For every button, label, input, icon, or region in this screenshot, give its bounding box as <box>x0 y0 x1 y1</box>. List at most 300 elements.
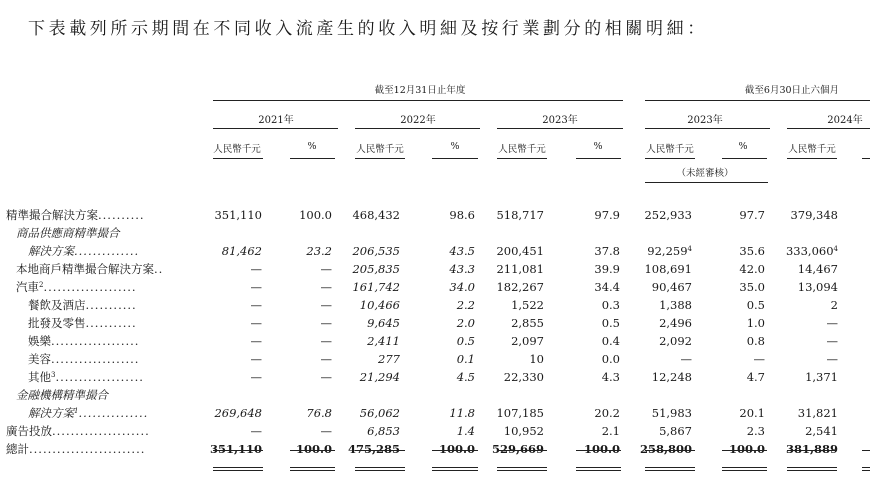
cell-value: 76.8 <box>306 406 332 420</box>
table-cell <box>182 296 262 314</box>
group-header-full-year: 截至12月31日止年度 <box>374 85 466 96</box>
cell-value: — <box>753 352 765 366</box>
leader-dots: ......................... <box>29 442 146 456</box>
cell-value: — <box>250 262 262 276</box>
row-label <box>28 404 148 422</box>
cell-value: 2.2 <box>456 298 475 312</box>
cell-value: 2.3 <box>746 424 765 438</box>
total-double-rule <box>576 467 621 471</box>
cell-value: 10,952 <box>503 424 544 438</box>
cell-value: 0.3 <box>601 298 620 312</box>
table-cell <box>685 422 765 440</box>
total-rule-top <box>862 450 870 451</box>
unit-rule <box>722 158 767 159</box>
table-cell <box>685 242 765 260</box>
cell-value: 81,462 <box>221 244 262 258</box>
cell-value: 35.6 <box>739 244 765 258</box>
cell-value: 4.5 <box>456 370 475 384</box>
cell-value: 2,541 <box>805 424 838 438</box>
year-rule <box>213 128 338 129</box>
table-cell <box>182 242 262 260</box>
cell-value: — <box>250 370 262 384</box>
cell-value: — <box>320 424 332 438</box>
unit-rmb: 人民幣千元 <box>213 144 261 155</box>
cell-value: 475,285 <box>347 442 400 456</box>
cell-value: 468,432 <box>352 208 400 222</box>
table-cell <box>758 206 838 224</box>
table-cell <box>540 332 620 350</box>
table-cell <box>464 332 544 350</box>
table-cell <box>612 368 692 386</box>
leader-dots: .................... <box>43 280 137 294</box>
unit-rmb: 人民幣千元 <box>788 144 836 155</box>
cell-value: 351,110 <box>214 208 262 222</box>
cell-value: 351,110 <box>209 442 262 456</box>
cell-value: 100.0 <box>583 442 620 456</box>
table-cell <box>464 422 544 440</box>
table-cell <box>182 422 262 440</box>
unaudited-note: （未經審核） <box>676 168 734 179</box>
cell-value: 2.0 <box>456 316 475 330</box>
cell-value: 20.1 <box>739 406 765 420</box>
table-cell <box>612 350 692 368</box>
cell-value: 379,348 <box>790 208 838 222</box>
year-header-2023: 2023年 <box>542 115 578 126</box>
table-cell <box>612 332 692 350</box>
cell-value: 37.8 <box>594 244 620 258</box>
cell-value: 381,889 <box>785 442 838 456</box>
row-label <box>28 314 137 332</box>
leader-dots: .. <box>154 262 164 276</box>
cell-value: — <box>320 280 332 294</box>
cell-value: 108,691 <box>644 262 692 276</box>
table-cell <box>540 278 620 296</box>
table-cell <box>182 278 262 296</box>
table-cell <box>685 440 765 458</box>
table-cell <box>464 296 544 314</box>
group-header-half-year: 截至6月30日止六個月 <box>744 85 840 96</box>
table-cell <box>540 206 620 224</box>
cell-value: 1,388 <box>659 298 692 312</box>
unit-rule <box>787 158 837 159</box>
cell-value: 90,467 <box>651 280 692 294</box>
total-double-rule <box>213 467 263 471</box>
table-cell <box>395 440 475 458</box>
cell-value: 100.0 <box>295 442 332 456</box>
row-label-text: 美容 <box>28 352 51 366</box>
leader-dots: ........... <box>85 316 137 330</box>
cell-value: — <box>826 334 838 348</box>
cell-value: 2 <box>830 298 838 312</box>
table-cell <box>540 314 620 332</box>
row-label-text: 商品供應商精準撮合 <box>16 226 120 240</box>
table-cell <box>182 314 262 332</box>
unaudited-rule <box>645 182 768 183</box>
table-cell <box>182 404 262 422</box>
row-label <box>28 350 139 368</box>
table-cell <box>464 278 544 296</box>
cell-value: 98.6 <box>449 208 475 222</box>
table-cell <box>685 206 765 224</box>
table-cell <box>685 278 765 296</box>
table-cell <box>182 332 262 350</box>
table-cell <box>464 242 544 260</box>
cell-value: 0.1 <box>456 352 475 366</box>
leader-dots: ........... <box>85 298 137 312</box>
table-cell <box>395 422 475 440</box>
row-label <box>6 206 145 224</box>
table-cell <box>685 368 765 386</box>
unit-rule <box>290 158 335 159</box>
footnote-marker: 1 <box>74 407 79 415</box>
table-cell <box>464 404 544 422</box>
unit-pct: % <box>593 141 603 152</box>
cell-value: 107,185 <box>496 406 544 420</box>
table-cell <box>320 404 400 422</box>
unit-rule <box>645 158 695 159</box>
cell-value: 4.7 <box>746 370 765 384</box>
cell-value: 529,669 <box>491 442 544 456</box>
row-label <box>16 224 120 242</box>
table-cell <box>685 296 765 314</box>
total-double-rule <box>497 467 547 471</box>
group-rule-full-year <box>213 100 623 101</box>
cell-value: — <box>320 352 332 366</box>
cell-value: — <box>320 316 332 330</box>
total-double-rule <box>645 467 695 471</box>
table-cell <box>395 368 475 386</box>
unit-rule <box>432 158 478 159</box>
table-cell <box>320 314 400 332</box>
unit-pct: % <box>738 141 748 152</box>
row-label-text: 娛樂 <box>28 334 51 348</box>
cell-value: 1,371 <box>805 370 838 384</box>
row-label-text: 解決方案 <box>28 244 74 258</box>
footnote-marker: 3 <box>51 371 56 379</box>
cell-value: 211,081 <box>496 262 544 276</box>
row-label-text: 金融機構精準撮合 <box>16 388 108 402</box>
cell-value: 2,855 <box>511 316 544 330</box>
table-cell <box>758 314 838 332</box>
table-cell <box>320 206 400 224</box>
total-double-rule <box>432 467 478 471</box>
table-cell <box>182 350 262 368</box>
cell-value: 2,496 <box>659 316 692 330</box>
table-cell <box>612 242 692 260</box>
unit-pct: % <box>307 141 317 152</box>
table-cell <box>685 404 765 422</box>
unit-pct: % <box>450 141 460 152</box>
cell-value: 1,522 <box>511 298 544 312</box>
table-cell <box>395 350 475 368</box>
cell-value: 2.1 <box>601 424 620 438</box>
total-rule-top <box>290 450 335 451</box>
total-double-rule <box>862 467 870 471</box>
total-rule-top <box>645 450 695 451</box>
cell-value: 12,248 <box>651 370 692 384</box>
cell-value: 10 <box>529 352 544 366</box>
table-cell <box>685 314 765 332</box>
cell-value: 161,742 <box>352 280 400 294</box>
year-rule <box>355 128 480 129</box>
cell-value: 43.5 <box>449 244 475 258</box>
footnote-marker: 4 <box>833 245 838 253</box>
total-rule-top <box>787 450 837 451</box>
cell-value: 20.2 <box>594 406 620 420</box>
cell-value: 182,267 <box>496 280 544 294</box>
cell-value: 11.8 <box>449 406 475 420</box>
leader-dots: ................... <box>51 352 140 366</box>
year-header-2023-h1: 2023年 <box>687 115 723 126</box>
table-cell <box>540 368 620 386</box>
table-cell <box>182 440 262 458</box>
cell-value: — <box>320 370 332 384</box>
table-cell <box>395 260 475 278</box>
table-cell <box>464 440 544 458</box>
cell-value: 0.5 <box>746 298 765 312</box>
cell-value: 31,821 <box>797 406 838 420</box>
unit-rule <box>576 158 621 159</box>
cell-value: — <box>250 334 262 348</box>
table-cell <box>758 296 838 314</box>
row-label-text: 批發及零售 <box>28 316 86 330</box>
table-cell <box>320 368 400 386</box>
table-cell <box>612 440 692 458</box>
cell-value: 34.4 <box>594 280 620 294</box>
row-label-text: 本地商戶精準撮合解決方案 <box>16 262 154 276</box>
row-label-text: 解決方案 <box>28 406 74 420</box>
unit-rule <box>497 158 547 159</box>
cell-value: 51,983 <box>651 406 692 420</box>
cell-value: 252,933 <box>644 208 692 222</box>
row-label-text: 其他 <box>28 370 51 384</box>
leader-dots: ................... <box>51 334 140 348</box>
table-cell <box>395 332 475 350</box>
row-label <box>16 278 137 296</box>
table-cell <box>395 296 475 314</box>
year-rule <box>645 128 770 129</box>
table-cell <box>182 206 262 224</box>
year-header-2022: 2022年 <box>400 115 436 126</box>
total-rule-top <box>722 450 767 451</box>
cell-value: 1.4 <box>456 424 475 438</box>
cell-value: 14,467 <box>797 262 838 276</box>
total-rule-top <box>432 450 478 451</box>
cell-value: 0.5 <box>456 334 475 348</box>
table-cell <box>758 242 838 260</box>
cell-value: 35.0 <box>739 280 765 294</box>
total-double-rule <box>787 467 837 471</box>
table-cell <box>758 260 838 278</box>
table-cell <box>540 242 620 260</box>
cell-value: — <box>320 262 332 276</box>
year-header-2021: 2021年 <box>258 115 294 126</box>
table-cell <box>540 404 620 422</box>
row-label-text: 汽車 <box>16 280 39 294</box>
cell-value: 0.4 <box>601 334 620 348</box>
table-cell <box>395 206 475 224</box>
table-cell <box>612 260 692 278</box>
cell-value: 0.8 <box>746 334 765 348</box>
unit-rule <box>355 158 405 159</box>
table-cell <box>320 260 400 278</box>
year-rule <box>497 128 623 129</box>
cell-value: 5,867 <box>659 424 692 438</box>
cell-value: 34.0 <box>449 280 475 294</box>
cell-value: 21,294 <box>359 370 400 384</box>
group-rule-half-year <box>645 100 870 101</box>
cell-value: 2,411 <box>367 334 400 348</box>
table-cell <box>685 332 765 350</box>
cell-value: 97.7 <box>739 208 765 222</box>
table-cell <box>758 350 838 368</box>
table-cell <box>320 242 400 260</box>
leader-dots: ............... <box>78 406 149 420</box>
cell-value: 10,466 <box>359 298 400 312</box>
footnote-marker: 4 <box>687 245 692 253</box>
table-cell <box>758 404 838 422</box>
cell-value: — <box>250 316 262 330</box>
cell-value: — <box>826 352 838 366</box>
row-label-text: 餐飲及酒店 <box>28 298 86 312</box>
table-cell <box>182 368 262 386</box>
leader-dots: .............. <box>74 244 140 258</box>
table-cell <box>685 260 765 278</box>
table-cell <box>464 350 544 368</box>
total-double-rule <box>722 467 767 471</box>
cell-value: 42.0 <box>739 262 765 276</box>
table-cell <box>320 422 400 440</box>
total-double-rule <box>290 467 335 471</box>
table-cell <box>395 278 475 296</box>
table-cell <box>540 350 620 368</box>
table-cell <box>320 278 400 296</box>
unit-rule <box>213 158 263 159</box>
cell-value: 205,835 <box>352 262 400 276</box>
row-label <box>16 386 108 404</box>
page-title: 下表載列所示期間在不同收入流產生的收入明細及按行業劃分的相關明細： <box>28 19 708 39</box>
row-label <box>28 242 139 260</box>
cell-value: 97.9 <box>594 208 620 222</box>
table-cell <box>758 332 838 350</box>
cell-value: — <box>680 352 692 366</box>
total-rule-top <box>355 450 405 451</box>
cell-value: 92,259 <box>647 244 688 258</box>
footnote-marker: 2 <box>39 281 44 289</box>
table-cell <box>464 314 544 332</box>
table-cell <box>320 350 400 368</box>
year-rule <box>787 128 870 129</box>
cell-value: 258,800 <box>639 442 692 456</box>
cell-value: 6,853 <box>367 424 400 438</box>
table-cell <box>320 296 400 314</box>
cell-value: 200,451 <box>496 244 544 258</box>
year-header-2024-h1: 2024年 <box>827 115 863 126</box>
table-cell <box>395 404 475 422</box>
cell-value: 333,060 <box>785 244 834 258</box>
table-cell <box>540 422 620 440</box>
table-cell <box>612 404 692 422</box>
row-label-text: 廣告投放 <box>6 424 52 438</box>
cell-value: 43.3 <box>449 262 475 276</box>
cell-value: 518,717 <box>496 208 544 222</box>
cell-value: — <box>250 424 262 438</box>
row-label <box>28 368 144 386</box>
unit-rmb: 人民幣千元 <box>356 144 404 155</box>
total-rule-top <box>497 450 547 451</box>
table-cell <box>758 440 838 458</box>
row-label <box>6 440 145 458</box>
cell-value: 0.5 <box>601 316 620 330</box>
cell-value: 0.0 <box>601 352 620 366</box>
cell-value: 100.0 <box>728 442 765 456</box>
cell-value: — <box>320 334 332 348</box>
table-cell <box>464 260 544 278</box>
table-cell <box>758 278 838 296</box>
cell-value: 2,092 <box>659 334 692 348</box>
table-cell <box>612 296 692 314</box>
table-cell <box>758 368 838 386</box>
cell-value: 39.9 <box>594 262 620 276</box>
table-cell <box>612 278 692 296</box>
cell-value: — <box>826 316 838 330</box>
unit-rmb: 人民幣千元 <box>646 144 694 155</box>
cell-value: 277 <box>378 352 400 366</box>
leader-dots: ..................... <box>52 424 150 438</box>
cell-value: 1.0 <box>746 316 765 330</box>
table-cell <box>395 242 475 260</box>
leader-dots: ................... <box>55 370 144 384</box>
table-cell <box>612 206 692 224</box>
cell-value: — <box>320 298 332 312</box>
table-cell <box>320 332 400 350</box>
cell-value: — <box>250 280 262 294</box>
row-label <box>28 296 137 314</box>
cell-value: 100.0 <box>438 442 475 456</box>
table-cell <box>612 314 692 332</box>
total-double-rule <box>355 467 405 471</box>
cell-value: 9,645 <box>367 316 400 330</box>
unit-rmb: 人民幣千元 <box>498 144 546 155</box>
table-cell <box>612 422 692 440</box>
leader-dots: .......... <box>98 208 145 222</box>
cell-value: 13,094 <box>797 280 838 294</box>
table-cell <box>464 368 544 386</box>
cell-value: — <box>250 298 262 312</box>
cell-value: 269,648 <box>214 406 262 420</box>
table-cell <box>182 260 262 278</box>
table-cell <box>395 314 475 332</box>
table-cell <box>540 260 620 278</box>
cell-value: 56,062 <box>359 406 400 420</box>
cell-value: 22,330 <box>503 370 544 384</box>
table-cell <box>320 440 400 458</box>
cell-value: 2,097 <box>511 334 544 348</box>
unit-rule <box>862 158 870 159</box>
table-cell <box>758 422 838 440</box>
row-label-text: 總計 <box>6 442 29 456</box>
cell-value: — <box>250 352 262 366</box>
total-rule-top <box>576 450 621 451</box>
total-rule-top <box>213 450 263 451</box>
cell-value: 206,535 <box>352 244 400 258</box>
table-cell <box>685 350 765 368</box>
table-cell <box>540 440 620 458</box>
row-label <box>28 332 139 350</box>
row-label-text: 精準撮合解決方案 <box>6 208 98 222</box>
row-label <box>6 422 150 440</box>
row-label <box>16 260 163 278</box>
